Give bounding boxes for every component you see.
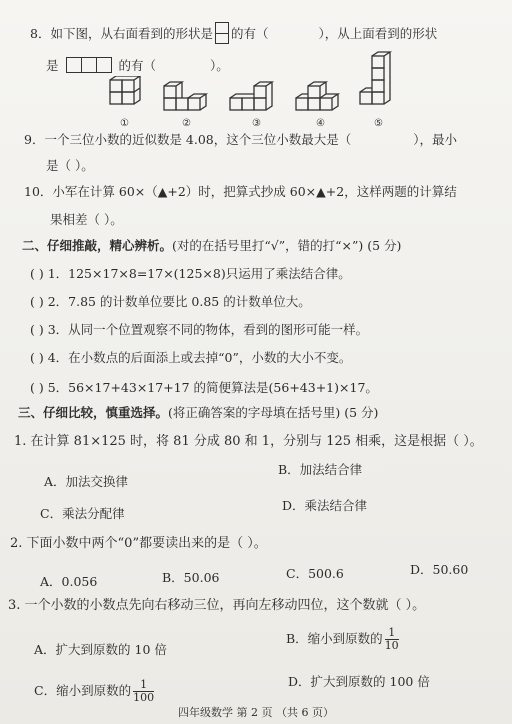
figure-label-5: ⑤ (374, 118, 383, 129)
choice-q1-option-d: D．乘法结合律 (282, 498, 368, 513)
choice-q1-option-b: B．加法结合律 (278, 462, 363, 477)
choice-q1-option-a: A．加法交换律 (44, 474, 129, 489)
page-footer: 四年级数学 第 2 页 （共 6 页） (178, 706, 334, 719)
section2-note: (对的在括号里打“√”，错的打“×”) (5 分) (172, 238, 402, 253)
choice-q3-option-b: B．缩小到原数的 $\frac{1}{10}$ (286, 626, 399, 652)
judge-item-3: ( ) 3．从同一个位置观察不同的物体，看到的图形可能一样。 (30, 322, 369, 337)
cube-figure-1-icon (106, 76, 150, 116)
q10-line1: 10．小军在计算 60×（▲+2）时，把算式抄成 60×▲+2，这样两题的计算结 (24, 184, 457, 199)
choice-q1-option-c: C．乘法分配律 (40, 506, 125, 521)
choice-q2-option-a: A．0.056 (40, 574, 98, 589)
cube-figure-3-icon (228, 76, 284, 116)
choice-q3-stem: 3. 一个小数的小数点先向右移动三位，再向左移动四位，这个数就（ ）。 (8, 598, 426, 613)
figure-label-2: ② (182, 118, 191, 129)
figure-label-4: ④ (316, 118, 325, 129)
cube-figure-2-icon (162, 76, 216, 116)
fraction-one-hundredth: $\frac{1}{100}$ (133, 678, 155, 704)
fraction-one-tenth: $\frac{1}{10}$ (384, 626, 399, 652)
choice-q2-option-c: C．500.6 (286, 566, 344, 581)
cube-figures (106, 76, 406, 128)
figure-label-3: ③ (252, 118, 261, 129)
section2-title: 二、仔细推敲，精心辨析。 (22, 238, 173, 253)
section3-title: 三、仔细比较，慎重选择。 (18, 405, 169, 420)
choice-q3-option-a: A．扩大到原数的 10 倍 (34, 642, 167, 657)
q9-line1: 9．一个三位小数的近似数是 4.08，这个三位小数最大是（ ），最小 (24, 132, 458, 147)
choice-q1-stem: 1. 在计算 81×125 时，将 81 分成 80 和 1，分别与 125 相乘，这是根据（ ）。 (14, 434, 483, 449)
q9-line2: 是（ ）。 (46, 158, 94, 173)
q8-line2: 是 的有（ ）。 (46, 58, 229, 73)
section3-header (18, 405, 378, 421)
section3-note: (将正确答案的字母填在括号里) (5 分) (168, 405, 379, 420)
judge-item-1: ( ) 1．125×17×8=17×(125×8)只运用了乘法结合律。 (30, 266, 351, 281)
q8-line1: 8．如下图，从右面看到的形状是 的有（ ），从上面看到的形状 (30, 22, 437, 44)
choice-q2-stem: 2. 下面小数中两个“0”都要读出来的是（ ）。 (10, 536, 267, 551)
judge-item-4: ( ) 4．在小数点的后面添上或去掉“0”，小数的大小不变。 (30, 350, 352, 365)
choice-q2-option-d: D．50.60 (410, 562, 469, 577)
choice-q3-option-c: C．缩小到原数的 $\frac{1}{100}$ (34, 678, 155, 704)
right-view-shape-icon (215, 22, 229, 44)
choice-q3-option-d: D．扩大到原数的 100 倍 (288, 674, 430, 689)
cube-figure-5-icon (358, 50, 400, 114)
top-view-shape-icon (66, 57, 112, 74)
judge-item-5: ( ) 5．56×17+43×17+17 的简便算法是(56+43+1)×17。 (30, 380, 378, 395)
section2-header (22, 238, 401, 254)
figure-label-1: ① (120, 118, 129, 129)
cube-figure-4-icon (294, 76, 344, 116)
choice-q2-option-b: B．50.06 (162, 570, 220, 585)
q10-line2: 果相差（ ）。 (50, 212, 123, 227)
judge-item-2: ( ) 2．7.85 的计数单位要比 0.85 的计数单位大。 (30, 294, 311, 309)
